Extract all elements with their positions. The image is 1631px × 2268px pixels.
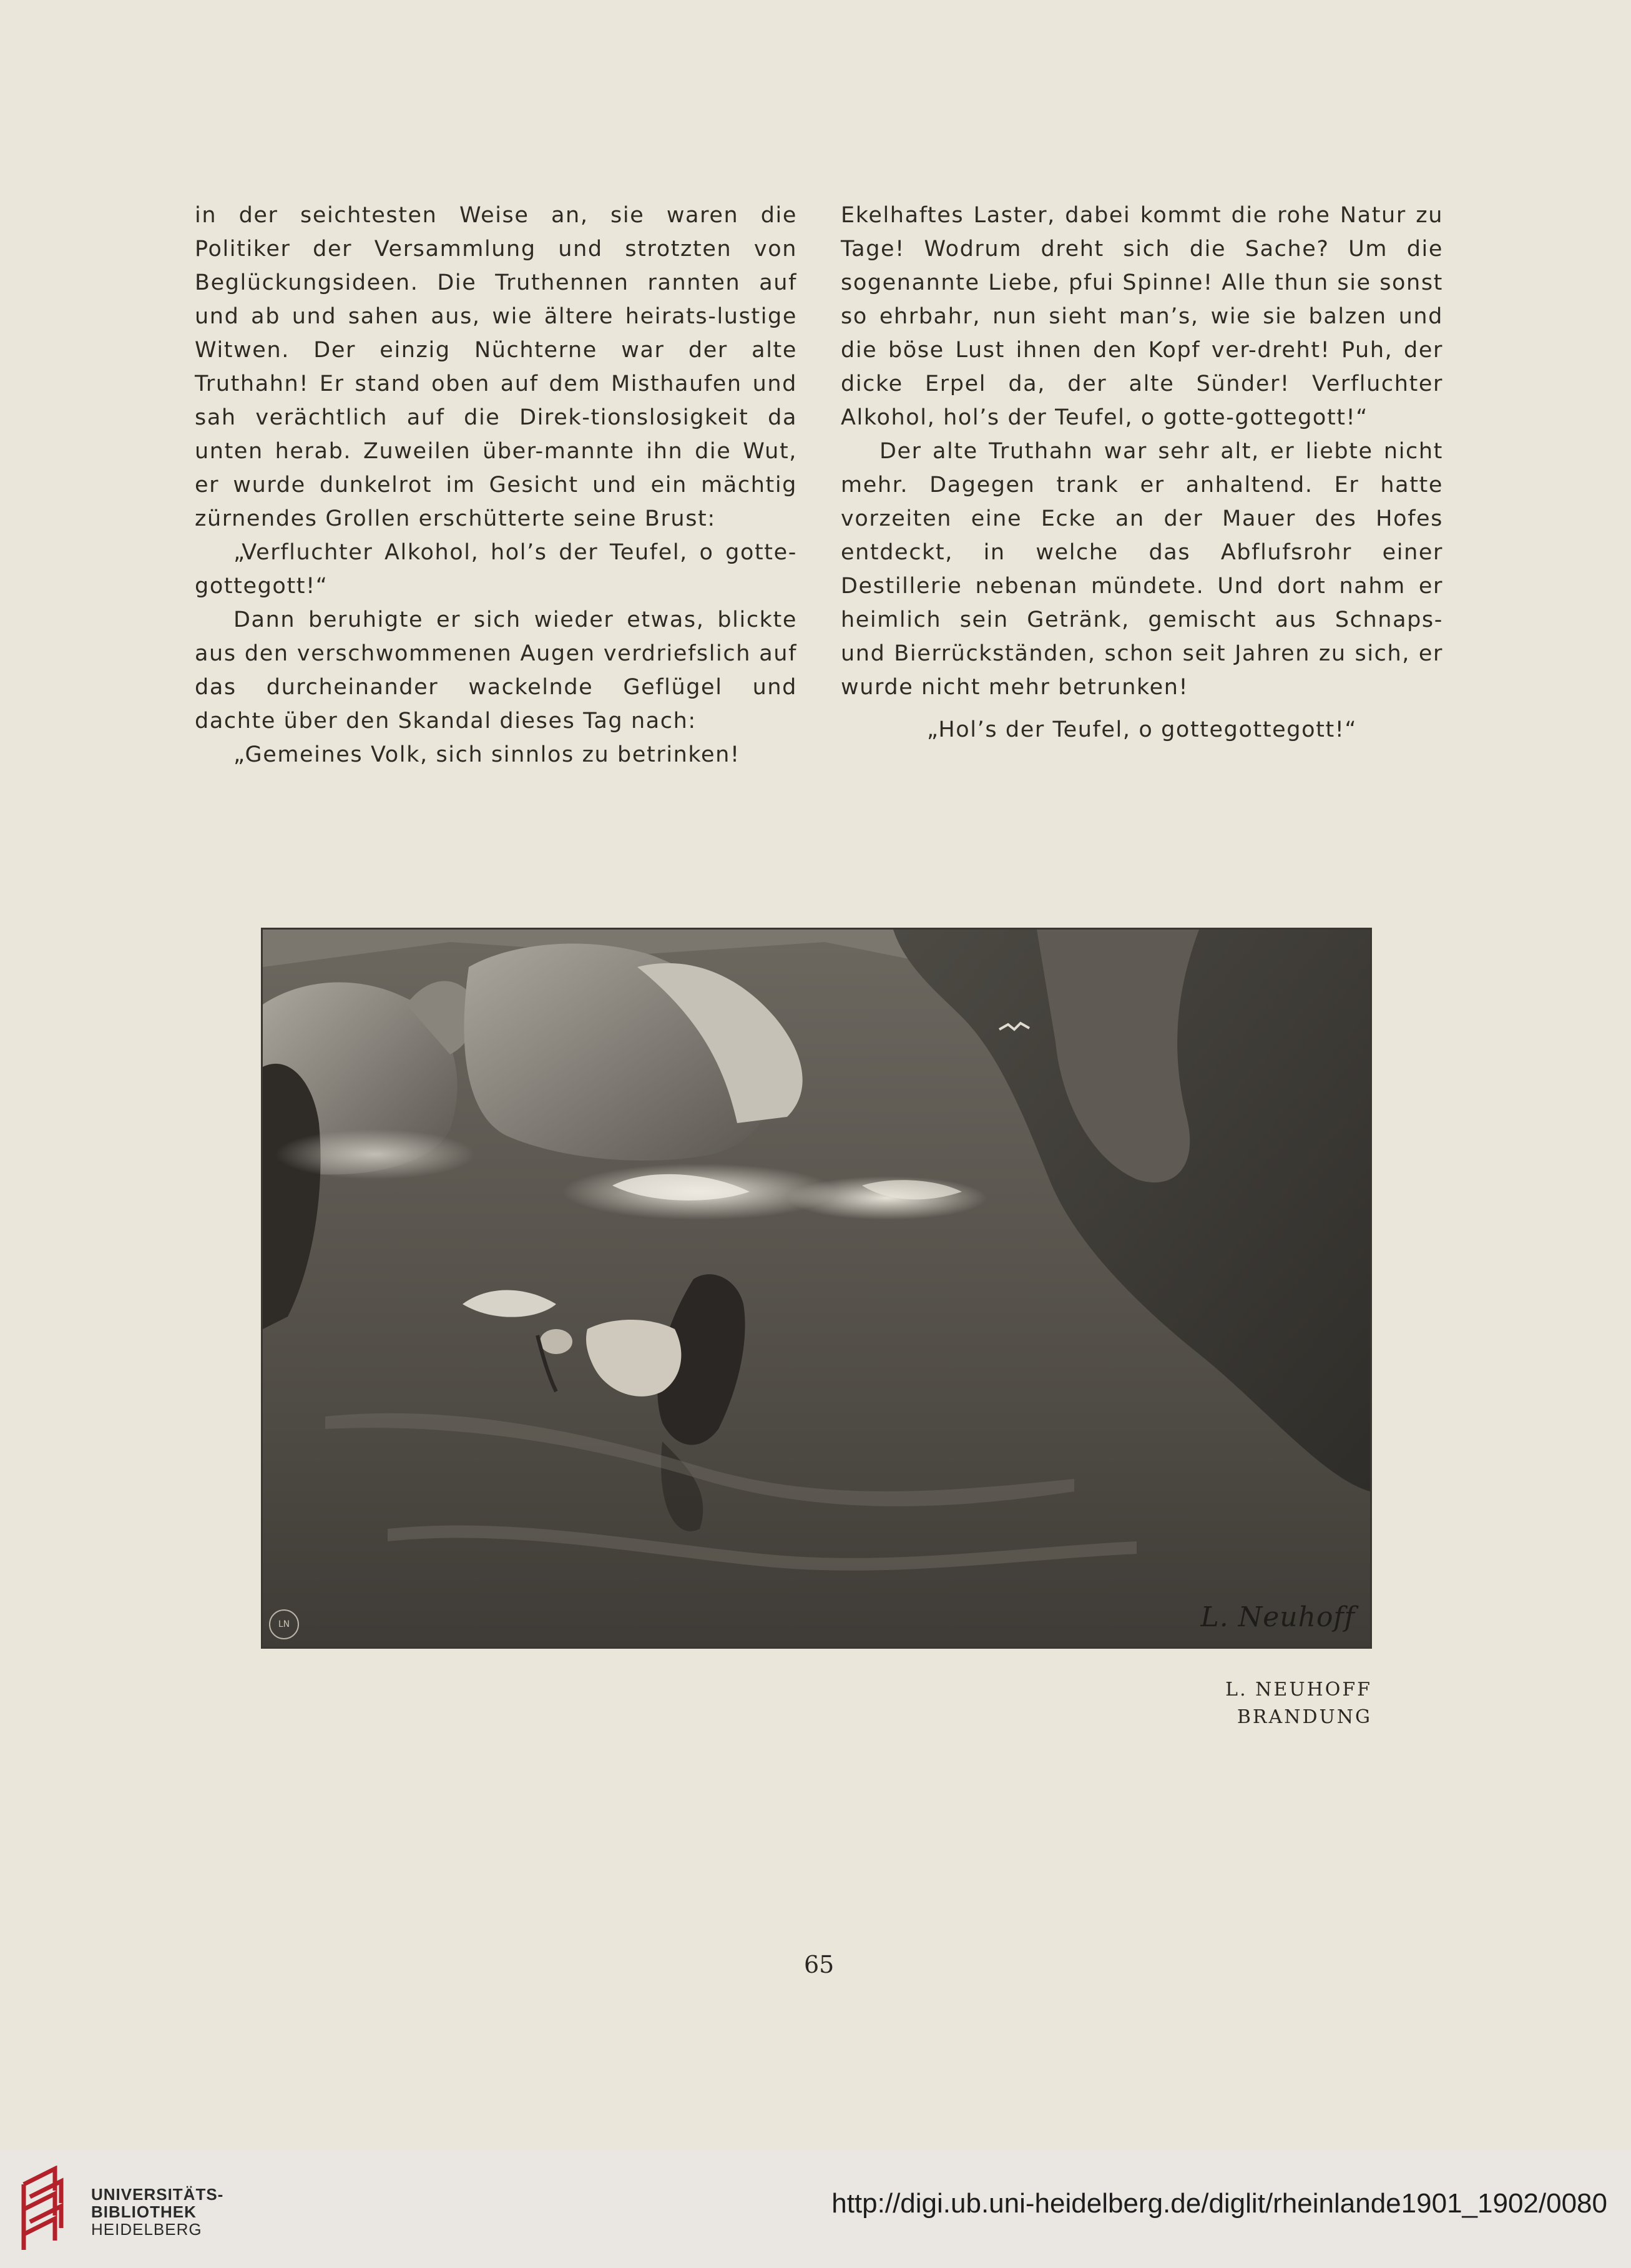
page-number: 65 xyxy=(804,1951,835,1978)
painting-image xyxy=(263,930,1370,1647)
text-column-right xyxy=(841,199,1443,747)
paragraph: „Gemeines Volk, sich sinnlos zu betrinken! xyxy=(233,742,740,767)
plate-caption xyxy=(1225,1676,1372,1731)
library-logo-icon xyxy=(17,2166,86,2253)
paragraph: „Verfluchter Alkohol, hol’s der Teufel, o gotte-gottegott!“ xyxy=(195,540,797,599)
paragraph: in der seichtesten Weise an, sie waren die Politiker der Versammlung und strotzten von Beglückungsideen. Die Truthennen rannten auf und ab und sahen aus, wie ältere heirats-lustige Witwen. Der einzig Nüchterne war der alte Truthahn! Er stand oben auf dem Misthaufen und sah verächtlich auf die Direk-tionslosigkeit da unten herab. Zuweilen über-mannte ihn die Wut, er wurde dunkelrot im Gesicht und ein mächtig zürnendes Grollen erschütterte seine Brust: xyxy=(195,203,797,531)
text-column-left xyxy=(195,199,797,772)
paragraph: Dann beruhigte er sich wieder etwas, blickte aus den verschwommenen Augen verdriefslich auf das durcheinander wackelnde Geflügel und dachte über den Skandal dieses Tag nach: xyxy=(195,607,797,734)
source-url-link[interactable]: http://digi.ub.uni-heidelberg.de/diglit/rheinlande1901_1902/0080 xyxy=(831,2188,1607,2219)
library-footer xyxy=(0,2149,1631,2268)
paragraph: „Hol’s der Teufel, o gottegottegott!“ xyxy=(926,717,1358,742)
library-name-line: UNIVERSITÄTS- xyxy=(91,2185,224,2204)
paragraph: Der alte Truthahn war sehr alt, er liebte nicht mehr. Dagegen trank er anhaltend. Er hatte vorzeiten eine Ecke an der Mauer des Hofes entdeckt, in welche das Abflufsrohr einer Destillerie nebenan mündete. Und dort nahm er heimlich sein Getränk, gemischt aus Schnaps- und Bierrückständen, schon seit Jahren zu sich, er wurde nicht mehr betrunken! xyxy=(841,439,1443,700)
monogram-icon: LN xyxy=(269,1609,299,1639)
caption-artist: L. NEUHOFF xyxy=(1225,1679,1372,1701)
paragraph: Ekelhaftes Laster, dabei kommt die rohe Natur zu Tage! Wodrum dreht sich die Sache? Um die sogenannte Liebe, pfui Spinne! Alle thun sie sonst so ehrbahr, nun sieht man’s, wie sie balzen und die böse Lust ihnen den Kopf ver-dreht! Puh, der dicke Erpel da, der alte Sünder! Verfluchter Alkohol, hol’s der Teufel, o gotte-gottegott!“ xyxy=(841,203,1443,430)
caption-title: BRANDUNG xyxy=(1237,1706,1372,1728)
library-name xyxy=(91,2186,223,2238)
artist-signature: L. Neuhoff xyxy=(1200,1601,1355,1633)
library-name-line: BIBLIOTHEK xyxy=(91,2202,197,2221)
painting-illustration xyxy=(261,928,1372,1649)
library-name-line: HEIDELBERG xyxy=(91,2220,202,2239)
